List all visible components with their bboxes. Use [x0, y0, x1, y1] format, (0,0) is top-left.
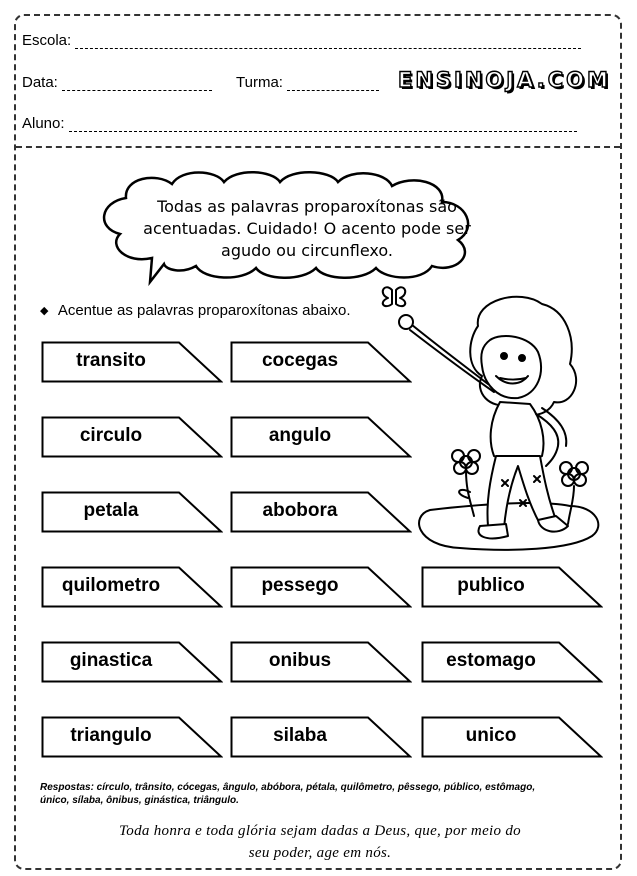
- class-field[interactable]: [236, 74, 379, 91]
- word-text: silaba: [273, 725, 327, 746]
- answers-line-2: único, sílaba, ônibus, ginástica, triângulo.: [40, 795, 239, 806]
- school-field[interactable]: [22, 32, 581, 49]
- class-label: Turma:: [236, 74, 283, 91]
- diamond-bullet-icon: ◆: [40, 305, 49, 317]
- word-card[interactable]: [421, 716, 603, 758]
- word-text: abobora: [262, 500, 338, 521]
- word-text: estomago: [446, 650, 536, 671]
- word-card[interactable]: [41, 641, 223, 683]
- speech-line-1: Todas as palavras proparoxítonas são: [157, 197, 457, 216]
- verse-line-2: seu poder, age em nós.: [248, 845, 392, 861]
- date-label: Data:: [22, 74, 58, 91]
- word-card[interactable]: [230, 716, 412, 758]
- word-text: angulo: [268, 425, 332, 446]
- school-line[interactable]: [75, 34, 581, 49]
- word-text: publico: [457, 575, 525, 596]
- word-card[interactable]: [41, 566, 223, 608]
- student-line[interactable]: [69, 117, 577, 132]
- student-label: Aluno:: [22, 115, 65, 132]
- word-card[interactable]: [421, 641, 603, 683]
- instruction: [40, 302, 351, 319]
- word-text: ginastica: [69, 650, 153, 671]
- word-text: circulo: [79, 425, 143, 446]
- word-text: cocegas: [261, 350, 339, 371]
- word-card[interactable]: [230, 641, 412, 683]
- instruction-text: Acentue as palavras proparoxítonas abaixo.: [57, 302, 351, 319]
- speech-line-2: acentuadas. Cuidado! O acento pode ser: [143, 219, 471, 238]
- word-text: unico: [465, 725, 517, 746]
- school-label: Escola:: [22, 32, 72, 49]
- speech-bubble-text: [122, 196, 492, 262]
- word-text: petala: [83, 500, 139, 521]
- word-card[interactable]: [230, 491, 412, 533]
- answers-block: [40, 781, 600, 807]
- word-text: quilometro: [61, 575, 161, 596]
- word-card[interactable]: [41, 416, 223, 458]
- speech-line-3: agudo ou circunflexo.: [221, 241, 393, 260]
- word-card[interactable]: [230, 416, 412, 458]
- word-card[interactable]: [41, 716, 223, 758]
- site-logo: ENSINOJA.COM: [398, 68, 611, 92]
- word-text: triangulo: [70, 725, 152, 746]
- word-text: transito: [76, 350, 146, 371]
- student-field[interactable]: [22, 115, 577, 132]
- bible-verse: [60, 820, 580, 864]
- header-divider: [16, 146, 620, 148]
- class-line[interactable]: [287, 76, 379, 91]
- date-field[interactable]: [22, 74, 212, 91]
- verse-line-1: Toda honra e toda glória sejam dadas a Deus, que, por meio do: [119, 823, 521, 839]
- word-text: pessego: [261, 575, 339, 596]
- word-card[interactable]: [421, 566, 603, 608]
- word-text: onibus: [268, 650, 332, 671]
- answers-line-1: Respostas: círculo, trânsito, cócegas, ângulo, abóbora, pétala, quilômetro, pêssego, público, estômago,: [40, 782, 536, 793]
- word-card[interactable]: [41, 341, 223, 383]
- word-card[interactable]: [41, 491, 223, 533]
- date-line[interactable]: [62, 76, 212, 91]
- word-card[interactable]: [230, 341, 412, 383]
- word-card[interactable]: [230, 566, 412, 608]
